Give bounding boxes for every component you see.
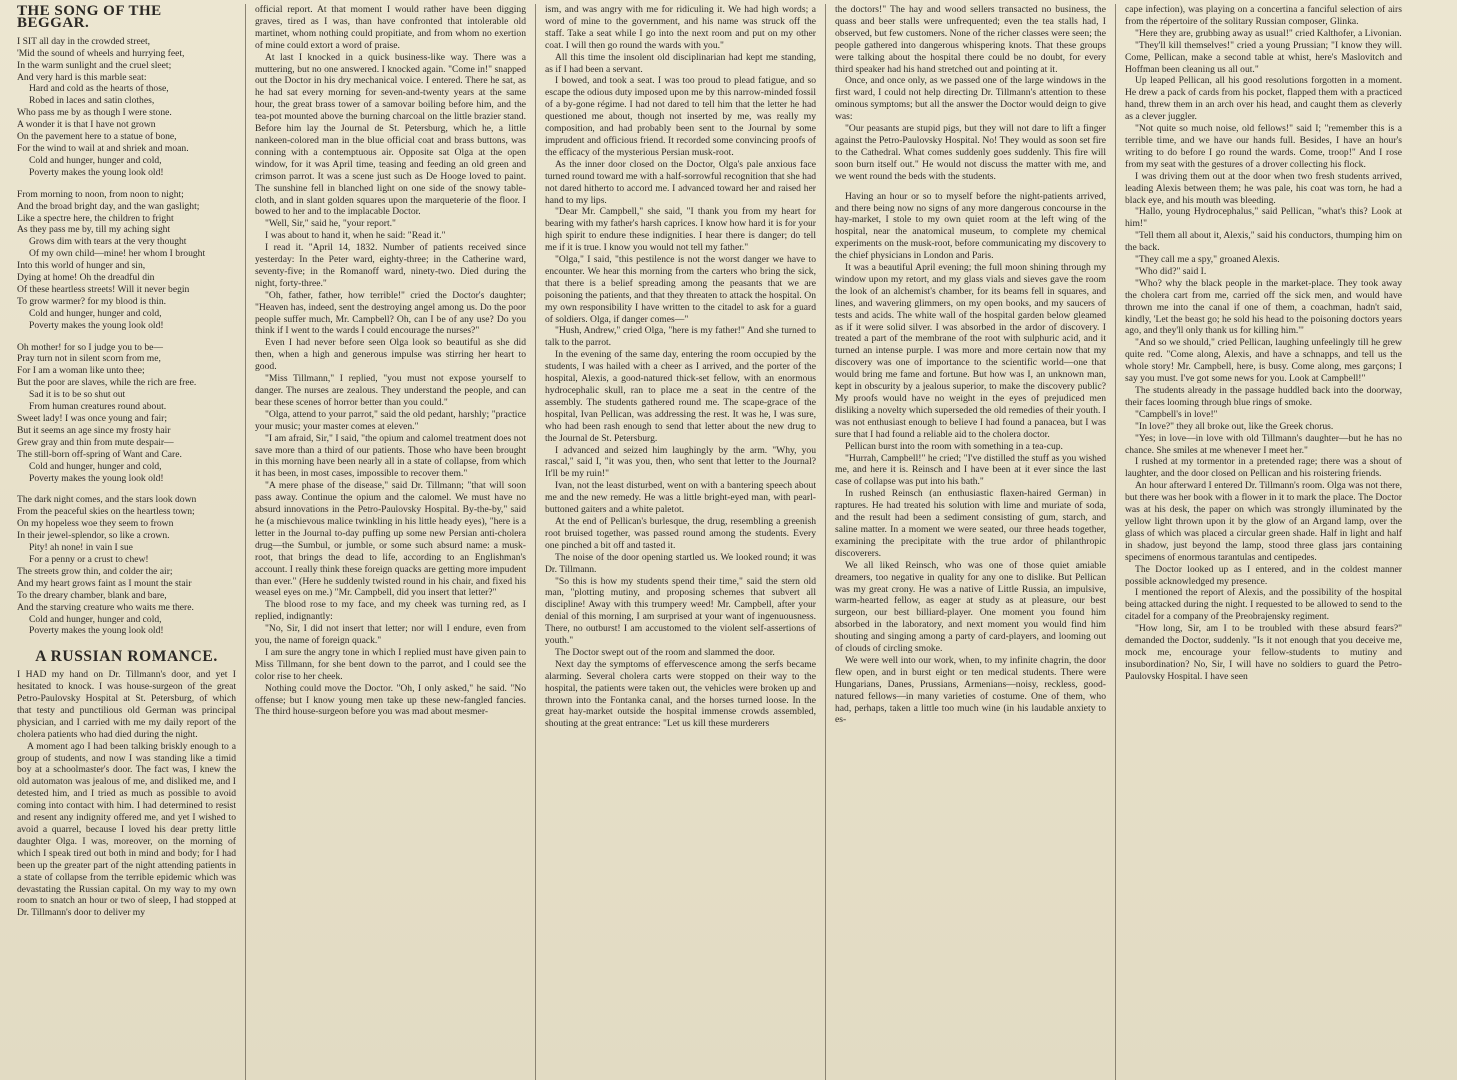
story-paragraph: "Hallo, young Hydrocephalus," said Pellican, "what's this? Look at him!" — [1125, 206, 1402, 230]
poem-line: Poverty makes the young look old! — [29, 319, 164, 331]
poem-stanza — [17, 36, 236, 179]
story-paragraph: The blood rose to my face, and my cheek was turning red, as I replied, indignantly: — [255, 599, 526, 623]
story-paragraph: The students already in the passage huddled back into the doorway, their faces looming through blue rings of smoke. — [1125, 385, 1402, 408]
story-paragraph: "In love?" they all broke out, like the Greek chorus. — [1135, 420, 1334, 432]
poem-title: THE SONG OF THE BEGGAR. — [17, 4, 162, 31]
story-paragraph: In rushed Reinsch (an enthusiastic flaxen-haired German) in raptures. He had treated his solution with lime and muriate of soda, and the result had been a sediment consisting of gum, starch, and saline matter. In a moment we were seated, our three heads together, examining the precipitate with the true ardor of philanthropic discoverers. — [835, 488, 1106, 559]
story-paragraph: In the evening of the same day, entering the room occupied by the students, I was hailed with a cheer as I arrived, and the porter of the hospital, Alexis, a good-natured thick-set fellow, with an enormous hydrocephalic skull, ran to place me a seat in the centre of the assembly. The students gathered round me. The scape-grace of the hospital, Ivan Pellican, was addressing the rest. It was he, I was sure, who had been rash enough to send that letter about the new drug to the Journal de St. Petersburg. — [545, 349, 816, 444]
story-paragraph: I am sure the angry tone in which I replied must have given pain to Miss Tillmann, for she bent down to the parrot, and I could see the color rise to her cheek. — [255, 646, 526, 682]
poem-line: Pray turn not in silent scorn from me, — [17, 353, 161, 365]
poem-line: Cold and hunger, hunger and cold, — [29, 613, 162, 625]
poem-stanza — [17, 342, 236, 485]
story-paragraph: It was a beautiful April evening; the full moon shining through my window upon my retort, and my glass vials and sieves gave the room the look of an alchemist's chamber, for its beams fell in squares, and lines, and wavering glimmers, on my open books, and my saucers of tests and acids. The white wall of the hospital garden below gleamed as if it were solid silver. I was absorbed in the ardor of discovery. I treated a part of the membrane of the root with sulphuric acid, and it turned an intense purple. I was more and more certain now that my discovery was one of importance to the scientific world—one that would bring me fame and fortune. But how was I, an unknown man, kept in obscurity by a jealous superior, to make the discovery public? My proofs would have no weight in the eyes of prejudiced men disliking a novelty which superseded the old remedies of their youth. I was not enthusiast enough to believe I had found a panacea, but I was sure that I had found a reliable aid to the cholera doctor. — [835, 262, 1106, 440]
poem-line: Who pass me by as though I were stone. — [17, 107, 172, 119]
poem-line: As they pass me by, till my aching sight — [17, 224, 171, 236]
story-paragraph: official report. At that moment I would rather have been digging graves, tired as I was, than have confronted that intolerable old martinet, whom nothing could propitiate, and from whom no exertion of mine could extort a word of praise. — [255, 4, 526, 51]
story-paragraph: "No, Sir, I did not insert that letter; nor will I endure, even from you, the name of foreign quack." — [255, 623, 526, 647]
poem-line: Hard and cold as the hearts of those, — [29, 83, 169, 95]
poem-line: Into this world of hunger and sin, — [17, 260, 146, 272]
poem-line: And the broad bright day, and the wan gaslight; — [17, 200, 200, 212]
story-paragraph: "Who? why the black people in the market-place. They took away the cholera cart from me, carried off the sick men, and would have thrown me into the canal if one of them, a coachman, hadn't said, kindly, 'Let the beast go; he sold his head to the poisoning doctors years ago, and they'll only thank us for killing him.'" — [1125, 277, 1402, 337]
story-paragraph: Once, and once only, as we passed one of the large windows in the first ward, I could not help directing Dr. Tillmann's attention to these ominous symptoms; but all the answer the Doctor would deign to give was: — [835, 75, 1106, 123]
story-paragraph: "Olga, attend to your parrot," said the old pedant, harshly; "practice your music; your master comes at eleven." — [255, 408, 526, 432]
poem-line: In their jewel-splendor, so like a crown. — [17, 530, 170, 542]
story-paragraph: A moment ago I had been talking briskly enough to a group of students, and now I was standing like a timid boy at a schoolmaster's door. The fact was, I knew the old automaton was jealous of me, and disliked me, and I detested him, and I tried as much as possible to avoid coming into contact with him. I had determined to resist and resent any indignity offered me, and yet I wished to avoid a quarrel, because I loved his dear pretty little daughter Olga. I was, moreover, on the morning of which I speak tired out both in mind and body; for I had been up the greater part of the night attending patients in a state of collapse from the terrible epidemic which was devastating the Russian capital. On my way to my own room to snatch an hour or two of sleep, I had stopped at Dr. Tillmann's door to deliver my — [17, 740, 236, 919]
poem-line: Grows dim with tears at the very thought — [29, 236, 187, 248]
story-paragraph: I was about to hand it, when he said: "Read it." — [265, 230, 446, 242]
story-paragraph: "Who did?" said I. — [1135, 265, 1207, 277]
story-paragraph: I read it. "April 14, 1832. Number of patients received since yesterday: In the Peter ward, eighty-three; in the Catherine ward, seventy-five; in the Romanoff ward, ninety-two. Died during the night, forty-three." — [255, 242, 526, 289]
story-paragraph: At the end of Pellican's burlesque, the drug, resembling a greenish root bruised together, was passed round among the students. Every one pinched a bit off and tasted it. — [545, 515, 816, 551]
story-paragraph: "Miss Tillmann," I replied, "you must not expose yourself to danger. The nurses are zealous. They understand the people, and can bear these scenes of horror better than you could." — [255, 373, 526, 408]
story-paragraph: "Campbell's in love!" — [1135, 408, 1218, 420]
poem-line: Cold and hunger, hunger and cold, — [29, 460, 162, 472]
poem-line: Cold and hunger, hunger and cold, — [29, 154, 162, 166]
story-paragraph: I HAD my hand on Dr. Tillmann's door, and yet I hesitated to knock. I was house-surgeon of the great Petro-Paulovsky Hospital at St. Petersburg, of which that testy and punctilious old German was principal physician, and I carried with me my daily report of the cholera patients who had died during the night. — [17, 669, 236, 740]
story-paragraph: Next day the symptoms of effervescence among the serfs became alarming. Several cholera carts were stopped on their way to the hospital, the patients were taken out, the vehicles were broken up and thrown into the Fontanka canal, and the horses turned loose. In the great hay-market outside the hospital immense crowds assembled, shouting at the great entrance: "Let us kill these murderers — [545, 658, 816, 730]
poem-line: Oh mother! for so I judge you to be— — [17, 341, 164, 353]
story-paragraph: The noise of the door opening startled us. We looked round; it was Dr. Tillmann. — [545, 551, 816, 575]
poem-line: And very hard is this marble seat: — [17, 71, 147, 83]
poem-line: On my hopeless woe they seem to frown — [17, 518, 174, 530]
story-paragraph: We were well into our work, when, to my infinite chagrin, the door flew open, and in burst eight or ten medical students. There were Hungarians, Danes, Prussians, Armenians—noisy, reckless, good-natured fellows—in many varieties of costume. One of them, who had, perhaps, taken a little too much wine (in his laudable anxiety to es- — [835, 654, 1106, 726]
story-paragraph: "How long, Sir, am I to be troubled with these absurd fears?" demanded the Doctor, suddenly. "Is it not enough that you deceive me, mock me, encourage your fellow-students to mutiny and insubordination? No, Sir, I will have no soldiers to guard the Petro-Paulovsky Hospital. I have seen — [1125, 623, 1402, 682]
story-paragraph: At last I knocked in a quick business-like way. There was a muttering, but no one answered. I knocked again. "Come in!" snapped out the Doctor in his dry mechanical voice. I entered. There he sat, as he had sat every morning for seven-and-twenty years at the same hour, the great brass tower of a samovar boiling before him, and the tea-pot mounted above the burning charcoal on the little brazier stand. Before him lay the Journal de St. Petersburg, which he, a little nankeen-colored man in the blue official coat and brass buttons, was conning with a contemptuous air. Opposite sat Olga at the open window, for it was April time, teasing and feeding an old green and crimson parrot. It was a scene just such as De Hooge loved to paint. The sunshine fell in blanched light on one side of the snowy table-cloth, and in slant golden squares upon the marqueterie of the floor. I bowed to her and to the implacable Doctor. — [255, 51, 526, 218]
story-paragraph: "Dear Mr. Campbell," she said, "I thank you from my heart for bearing with my father's harsh caprices. I know how hard it is for your high spirit to endure these indignities. I hear there is danger; do tell me if it is true. I know you would not tell my father." — [545, 206, 816, 254]
story-paragraph: "A mere phase of the disease," said Dr. Tillmann; "that will soon pass away. Continue the opium and the calomel. We must have no absurd innovations in the Petro-Paulovsky Hospital. By-the-by," said he (a mischievous malice twinkling in his little heady eyes), "here is a letter in the Journal to-day puffing up some new Persian anti-cholera drug—the Sumbul, or jumble, or some such absurd name: a musk-root, that brings the dead to life, according to an Englishman's account. I really think these foreign quacks are getting more impudent than ever." (Here he suddenly twisted round in his chair, and fixed his weasel eyes on me.) "Mr. Campbell, did you insert that letter?" — [255, 480, 526, 599]
column-3 — [536, 4, 826, 1080]
story-paragraph: I advanced and seized him laughingly by the arm. "Why, you rascal," said I, "it was you, then, who sent that letter to the Journal? It'll be my ruin!" — [545, 444, 816, 480]
poem-line: To grow warmer? for my blood is thin. — [17, 295, 167, 307]
column-4 — [826, 4, 1116, 1080]
story-paragraph: "Our peasants are stupid pigs, but they will not dare to lift a finger against the Petro-Paulovsky Hospital. No! They would as soon set fire to the Cathedral. What comes suddenly goes suddenly. This fire will soon burn itself out." He would not discuss the matter with me, and we went round the beds with the students. — [835, 123, 1106, 182]
poem-body — [17, 36, 236, 638]
poem-line: A wonder it is that I have not grown — [17, 119, 156, 131]
story-paragraph: An hour afterward I entered Dr. Tillmann's room. Olga was not there, but there was her book with a flower in it to mark the place. The Doctor was at his desk, the paper on which was strongly illuminated by the yellow light thrown upon it by the glow of an Argand lamp, over the glass of which was placed a circular green shade. Half in light and half in shadow, just beyond the lamp, stood three glass jars containing specimens of enormous tarantulas and centipedes. — [1125, 480, 1402, 563]
poem-line: Poverty makes the young look old! — [29, 472, 164, 484]
poem-line: On the pavement here to a statue of bone, — [17, 131, 177, 143]
poem-line: To the dreary chamber, blank and bare, — [17, 589, 167, 601]
story-paragraph: "Olga," I said, "this pestilence is not the worst danger we have to encounter. We hear this morning from the carters who bring the sick, that there is a belief spreading among the peasants that we are poisoning the patients, and that they threaten to attack the hospital. On my own responsibility I have written to the citadel to ask for a guard of soldiers. Olga, if danger comes—" — [545, 254, 816, 325]
poem-line: From the peaceful skies on the heartless town; — [17, 506, 195, 518]
poem-stanza — [17, 189, 236, 332]
story-paragraph: "Well, Sir," said he, "your report." — [265, 218, 396, 230]
story-paragraph: "Oh, father, father, how terrible!" cried the Doctor's daughter; "Heaven has, indeed, sent the destroying angel among us. Do the poor people suffer much, Mr. Campbell? Oh, can I be of any use? Do you think if I went to the wards I could encourage the nurses?" — [255, 289, 526, 337]
poem-line: From human creatures round about. — [29, 401, 167, 413]
poem-line: 'Mid the sound of wheels and hurrying feet, — [17, 47, 185, 59]
poem-line: Dying at home! Oh the dreadful din — [17, 272, 155, 284]
poem-line: Poverty makes the young look old! — [29, 625, 164, 637]
poem-line: Sad it is to be so shut out — [29, 389, 126, 401]
poem-line: The still-born off-spring of Want and Care. — [17, 448, 182, 460]
poem-line: For a penny or a crust to chew! — [29, 553, 149, 565]
story-paragraph: The Doctor swept out of the room and slammed the door. — [555, 646, 775, 658]
story-paragraph: All this time the insolent old disciplinarian had kept me standing, as if I had been a servant. — [545, 51, 816, 75]
poem-line: Sweet lady! I was once young and fair; — [17, 413, 167, 424]
poem-line: Cold and hunger, hunger and cold, — [29, 307, 162, 319]
story-paragraph: "They'll kill themselves!" cried a young Prussian; "I know they will. Come, Pellican, make a second table at whist, here's Maslovitch and Hoffman been cleaning us all out." — [1125, 39, 1402, 75]
story-column-2-text — [255, 4, 526, 718]
column-2 — [246, 4, 536, 1080]
story-paragraph: Having an hour or so to myself before the night-patients arrived, and there being now no signs of any more dangerous concourse in the hay-market, I stole to my own quiet room at the left wing of the hospital, near the anatomical museum, to complete my chemical experiments on the musk-root, before communicating my discovery to the chief physicians in London and Paris. — [835, 190, 1106, 262]
poem-stanza — [17, 494, 236, 637]
poem-line: Of my own child—mine! her whom I brought — [29, 248, 206, 260]
poem-line: Like a spectre here, the children to fright — [17, 212, 174, 224]
story-paragraph: "They call me a spy," groaned Alexis. — [1135, 254, 1280, 266]
story-paragraph: "So this is how my students spend their time," said the stern old man, "plotting mutiny, and proposing schemes that subvert all discipline! Away with this trumpery weed! Mr. Campbell, after your denial of this morning, I am surprised at your want of ingenuousness. There, no outburst! I am accustomed to the violent self-assertions of youth." — [545, 575, 816, 647]
story-paragraph: the doctors!" The hay and wood sellers transacted no business, the quass and beer stalls were unfrequented; even the tea stalls had, I observed, but few customers. None of the richer classes were seen; the people gathered into dangerous whispering knots. That these groups were talking about the hospital there could be no doubt, for every third speaker had his hand stretched out and pointing at it. — [835, 4, 1106, 75]
poem-line: From morning to noon, from noon to night; — [17, 188, 184, 200]
poem-line: Pity! ah none! in vain I sue — [29, 542, 133, 554]
story-title: A RUSSIAN ROMANCE. — [35, 648, 218, 666]
poem-line: And my heart grows faint as I mount the stair — [17, 577, 192, 589]
story-paragraph: "Yes; in love—in love with old Tillmann's daughter—but he has no chance. She smiles at me whenever I meet her." — [1125, 432, 1402, 456]
story-paragraph: Pellican burst into the room with something in a tea-cup. — [845, 440, 1063, 452]
poem-line: Grew gray and thin from mute despair— — [17, 436, 174, 448]
story-paragraph: "Here they are, grubbing away as usual!" cried Kalthofer, a Livonian. — [1135, 27, 1402, 39]
story-paragraph: "I am afraid, Sir," I said, "the opium and calomel treatment does not save more than a third of our patients. Those who have been brought in this morning have been nearly all in a state of collapse, from which it has been, in most cases, impossible to recover them." — [255, 432, 526, 480]
story-paragraph: "And so we should," cried Pellican, laughing unfeelingly till he grew quite red. "Come along, Alexis, and have a schnapps, and tell us the whole story! Mr. Campbell, here, is busy. Come along, mes garçons; I say you must. I've got some news for you. Look at Campbell!" — [1125, 337, 1402, 385]
story-paragraph: cape infection), was playing on a concertina a fanciful selection of airs from the répertoire of the solitary Russian composer, Glinka. — [1125, 4, 1402, 27]
story-paragraph: As the inner door closed on the Doctor, Olga's pale anxious face turned round toward me with a half-sorrowful recognition that she had not dared hitherto to accord me. I advanced toward her and raised her hand to my lips. — [545, 158, 816, 206]
poem-line: I SIT all day in the crowded street, — [17, 35, 151, 47]
story-paragraph: The Doctor looked up as I entered, and in the coldest manner possible acknowledged my presence. — [1125, 563, 1402, 587]
story-paragraph: "Hurrah, Campbell!" he cried; "I've distilled the stuff as you wished me, and here it is. Reinsch and I have been at it ever since the last case of collapse was put into his bath." — [835, 452, 1106, 488]
story-paragraph: Ivan, not the least disturbed, went on with a bantering speech about me and the new remedy. He was a little bright-eyed man, with pearl-buttoned gaiters and a white paletot. — [545, 480, 816, 516]
poem-line: In the warm sunlight and the cruel sleet; — [17, 59, 172, 71]
poem-line: The streets grow thin, and colder the air; — [17, 565, 173, 577]
story-column-3-text — [545, 4, 816, 730]
column-5 — [1116, 4, 1411, 1080]
story-paragraph: "Tell them all about it, Alexis," said his conductors, thumping him on the back. — [1125, 230, 1402, 254]
story-column-1-text — [17, 669, 236, 919]
poem-line: And the starving creature who waits me there. — [17, 601, 194, 613]
poem-line: Robed in laces and satin clothes, — [29, 95, 155, 107]
story-paragraph: I bowed, and took a seat. I was too proud to plead fatigue, and so escape the odious duty imposed upon me by this narrow-minded fossil of a by-gone régime. I had not dared to tell him that the letter he had questioned me about, though not inserted by me, was really my composition, and had probably been sent to the Journal by some imprudent and officious friend. It recorded some convincing proofs of the efficacy of the mysterious Persian musk-root. — [545, 75, 816, 158]
story-paragraph: I was driving them out at the door when two fresh students arrived, leading Alexis between them; he was pale, his coat was torn, he had a black eye, and his mouth was bleeding. — [1125, 170, 1402, 206]
story-paragraph: Even I had never before seen Olga look so beautiful as she did then, when a high and generous impulse was stirring her heart to good. — [255, 337, 526, 373]
story-paragraph: Nothing could move the Doctor. "Oh, I only asked," he said. "No offense; but I know young men take up these new-fangled fancies. The third house-surgeon before you was mad about mesmer- — [255, 682, 526, 718]
poem-line: But it seems an age since my frosty hair — [17, 424, 171, 436]
story-column-5-text — [1125, 4, 1402, 683]
poem-line: For the wind to wail at and shriek and moan. — [17, 142, 189, 154]
poem-line: But the poor are slaves, while the rich are free. — [17, 377, 197, 389]
poem-line: For I am a woman like unto thee; — [17, 365, 145, 377]
poem-line: Of these heartless streets! Will it never begin — [17, 283, 190, 295]
story-paragraph: Up leaped Pellican, all his good resolutions forgotten in a moment. He drew a pack of cards from his pocket, flapped them with a practiced hand, threw them in an arch over his head, and caught them as cleverly as a clever juggler. — [1125, 75, 1402, 123]
poem-line: The dark night comes, and the stars look down — [17, 494, 197, 506]
story-paragraph: "Not quite so much noise, old fellows!" said I; "remember this is a terrible time, and we have our hands full. Besides, I have an hour's writing to do before I go round the wards. Come, troop!" And I rose from my seat with the gestures of a drover collecting his flock. — [1125, 123, 1402, 170]
column-1 — [8, 4, 246, 1080]
story-paragraph: I rushed at my tormentor in a pretended rage; there was a shout of laughter, and the door closed on Pellican and his roistering friends. — [1125, 456, 1402, 480]
story-paragraph: ism, and was angry with me for ridiculing it. We had high words; a word of mine to the government, and his name was struck off the staff. Take a seat while I go into the next room and put on my other coat. I will then go round the wards with you." — [545, 4, 816, 51]
story-paragraph: We all liked Reinsch, who was one of those quiet amiable dreamers, too negative in quality for any one to dislike. But Pellican was my great crony. He was a native of Little Russia, an impulsive, warm-hearted fellow, as eager at study as at pleasure, our best surgeon, our best billiard-player. One moment you found him absorbed in the laboratory, and next moment you would find him shouting and singing among a party of card-players, and looming out of clouds of circling smoke. — [835, 559, 1106, 655]
story-paragraph: I mentioned the report of Alexis, and the possibility of the hospital being attacked during the night. I requested to be allowed to send to the citadel for a company of the Preobrajensky regiment. — [1125, 587, 1402, 623]
story-column-4-text — [835, 4, 1106, 726]
poem-line: Poverty makes the young look old! — [29, 166, 164, 178]
story-paragraph: "Hush, Andrew," cried Olga, "here is my father!" And she turned to talk to the parrot. — [545, 325, 816, 349]
